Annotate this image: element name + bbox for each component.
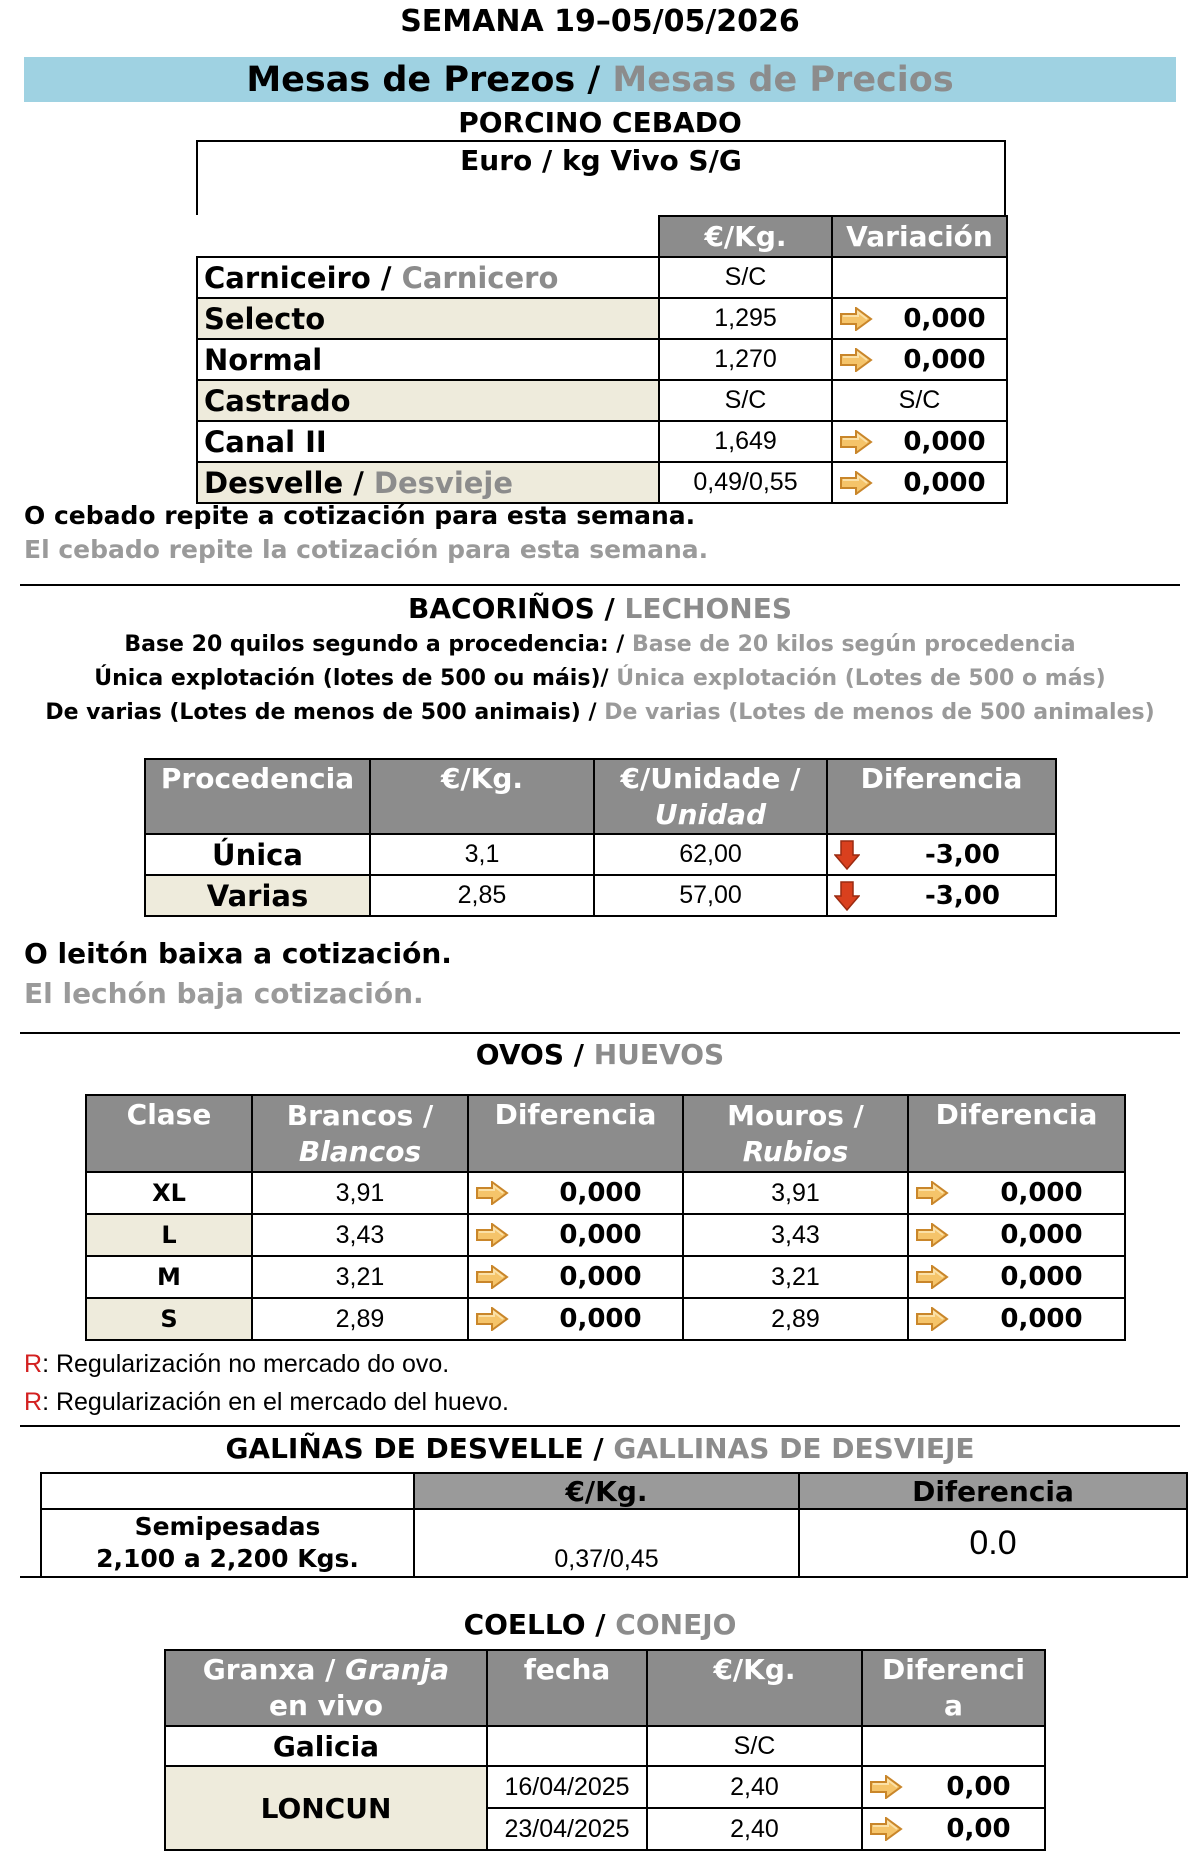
table-row bbox=[197, 339, 1007, 380]
porcino-table bbox=[196, 215, 1008, 504]
huevos-col-diff2: Diferencia bbox=[908, 1095, 1125, 1172]
conejo-col-fecha: fecha bbox=[487, 1650, 647, 1726]
row-label: Desvelle / Desvieje bbox=[197, 462, 659, 503]
var-cell: 0,000 bbox=[832, 421, 1007, 462]
diff-cell: -3,00 bbox=[827, 875, 1056, 916]
var-cell: 0,000 bbox=[832, 298, 1007, 339]
table-row bbox=[86, 1256, 1125, 1298]
blancos-cell: 3,91 bbox=[252, 1172, 468, 1214]
table-row bbox=[165, 1766, 1045, 1808]
row-label: Varias bbox=[145, 875, 370, 916]
arrow-right-icon bbox=[839, 307, 873, 331]
fecha-cell bbox=[487, 1726, 647, 1766]
clase-cell: M bbox=[86, 1256, 252, 1298]
blancos-cell: 3,43 bbox=[252, 1214, 468, 1256]
table-row bbox=[145, 834, 1056, 875]
arrow-right-icon bbox=[915, 1181, 949, 1205]
row-label: Normal bbox=[197, 339, 659, 380]
porcino-note-es: El cebado repite la cotización para esta semana. bbox=[24, 535, 709, 564]
table-row bbox=[41, 1509, 1187, 1577]
kg-cell: 2,85 bbox=[370, 875, 594, 916]
price-cell: S/C bbox=[659, 257, 832, 298]
lechones-line1: Base 20 quilos segundo a procedencia: / Base de 20 kilos según procedencia bbox=[124, 632, 1076, 657]
table-row bbox=[165, 1726, 1045, 1766]
lechones-table bbox=[144, 758, 1057, 917]
arrow-right-icon bbox=[475, 1307, 509, 1331]
huevos-col-diff1: Diferencia bbox=[468, 1095, 683, 1172]
rubios-cell: 3,91 bbox=[683, 1172, 908, 1214]
porcino-title: PORCINO CEBADO bbox=[458, 106, 742, 139]
diff-cell: 0,000 bbox=[468, 1214, 683, 1256]
fecha-cell: 23/04/2025 bbox=[487, 1808, 647, 1850]
huevos-col-blancos: Brancos / Blancos bbox=[252, 1095, 468, 1172]
row-label: Selecto bbox=[197, 298, 659, 339]
arrow-right-icon bbox=[869, 1775, 903, 1799]
huevos-col-rubios: Mouros / Rubios bbox=[683, 1095, 908, 1172]
gallinas-col-kg: €/Kg. bbox=[414, 1473, 799, 1509]
lechones-line2: Única explotación (lotes de 500 ou máis)/ Única explotación (Lotes de 500 o más) bbox=[94, 666, 1106, 691]
rubios-cell: 2,89 bbox=[683, 1298, 908, 1340]
porcino-col-price: €/Kg. bbox=[659, 216, 832, 257]
diff-cell bbox=[862, 1726, 1045, 1766]
porcino-blank-header bbox=[197, 216, 659, 257]
diff-cell: 0,000 bbox=[908, 1256, 1125, 1298]
huevos-note-es: R: Regularización en el mercado del huevo. bbox=[24, 1388, 510, 1416]
table-row bbox=[86, 1214, 1125, 1256]
huevos-note-gl: R: Regularización no mercado do ovo. bbox=[24, 1350, 450, 1378]
diff-cell: 0,000 bbox=[468, 1172, 683, 1214]
conejo-col-diff: Diferenci a bbox=[862, 1650, 1045, 1726]
unit-cell: 62,00 bbox=[594, 834, 827, 875]
table-row bbox=[197, 380, 1007, 421]
gallinas-table bbox=[40, 1472, 1188, 1578]
conejo-loncun-label: LONCUN bbox=[165, 1766, 487, 1850]
huevos-col-clase: Clase bbox=[86, 1095, 252, 1172]
arrow-right-icon bbox=[475, 1223, 509, 1247]
diff-cell: 0,000 bbox=[468, 1298, 683, 1340]
lechones-line3: De varias (Lotes de menos de 500 animais) / De varias (Lotes de menos de 500 animales) bbox=[45, 700, 1155, 725]
arrow-right-icon bbox=[915, 1223, 949, 1247]
fecha-cell: 16/04/2025 bbox=[487, 1766, 647, 1808]
row-label: Carniceiro / Carnicero bbox=[197, 257, 659, 298]
gallinas-blank-header bbox=[41, 1473, 414, 1509]
diff-cell: 0,000 bbox=[908, 1298, 1125, 1340]
porcino-col-var: Variación bbox=[832, 216, 1007, 257]
clase-cell: S bbox=[86, 1298, 252, 1340]
price-cell: 1,295 bbox=[659, 298, 832, 339]
clase-cell: L bbox=[86, 1214, 252, 1256]
table-row bbox=[197, 298, 1007, 339]
conejo-table bbox=[164, 1649, 1046, 1851]
lechones-note-es: El lechón baja cotización. bbox=[24, 977, 424, 1010]
row-label: Única bbox=[145, 834, 370, 875]
kg-cell: 2,40 bbox=[647, 1766, 862, 1808]
arrow-right-icon bbox=[869, 1817, 903, 1841]
lechones-title: BACORIÑOS / LECHONES bbox=[408, 592, 792, 625]
blancos-cell: 2,89 bbox=[252, 1298, 468, 1340]
conejo-title: COELLO / CONEJO bbox=[463, 1608, 737, 1641]
var-cell bbox=[832, 257, 1007, 298]
diff-cell: 0,00 bbox=[862, 1808, 1045, 1850]
gallinas-title: GALIÑAS DE DESVELLE / GALLINAS DE DESVIEJE bbox=[225, 1432, 975, 1465]
porcino-unit: Euro / kg Vivo S/G bbox=[460, 144, 742, 177]
lechones-col-unit: €/Unidade / Unidad bbox=[594, 759, 827, 834]
table-row bbox=[197, 257, 1007, 298]
arrow-right-icon bbox=[475, 1265, 509, 1289]
lechones-col-diff: Diferencia bbox=[827, 759, 1056, 834]
table-row bbox=[197, 421, 1007, 462]
arrow-down-icon bbox=[834, 840, 860, 870]
gallinas-row-label: Semipesadas 2,100 a 2,200 Kgs. bbox=[41, 1509, 414, 1577]
kg-cell: 3,1 bbox=[370, 834, 594, 875]
conejo-col-kg: €/Kg. bbox=[647, 1650, 862, 1726]
divider bbox=[20, 584, 1180, 586]
price-cell: 1,270 bbox=[659, 339, 832, 380]
row-label: Canal II bbox=[197, 421, 659, 462]
diff-cell: 0,00 bbox=[862, 1766, 1045, 1808]
row-label: Castrado bbox=[197, 380, 659, 421]
conejo-col-granja: Granxa / Granja en vivo bbox=[165, 1650, 487, 1726]
banner-separator: / bbox=[575, 60, 613, 100]
kg-cell: S/C bbox=[647, 1726, 862, 1766]
arrow-right-icon bbox=[475, 1181, 509, 1205]
arrow-down-icon bbox=[834, 881, 860, 911]
lechones-note-gl: O leitón baixa a cotización. bbox=[24, 937, 452, 970]
clase-cell: XL bbox=[86, 1172, 252, 1214]
price-cell: 0,49/0,55 bbox=[659, 462, 832, 503]
huevos-table bbox=[85, 1094, 1126, 1341]
kg-cell: 2,40 bbox=[647, 1808, 862, 1850]
huevos-title: OVOS / HUEVOS bbox=[475, 1038, 725, 1071]
lechones-col-kg: €/Kg. bbox=[370, 759, 594, 834]
arrow-right-icon bbox=[839, 430, 873, 454]
var-cell: 0,000 bbox=[832, 339, 1007, 380]
porcino-note-gl: O cebado repite a cotización para esta semana. bbox=[24, 501, 696, 530]
diff-cell: 0,000 bbox=[468, 1256, 683, 1298]
var-cell: S/C bbox=[832, 380, 1007, 421]
arrow-right-icon bbox=[915, 1307, 949, 1331]
blancos-cell: 3,21 bbox=[252, 1256, 468, 1298]
lechones-col-proc: Procedencia bbox=[145, 759, 370, 834]
prices-banner bbox=[24, 57, 1176, 102]
price-cell: 1,649 bbox=[659, 421, 832, 462]
gallinas-col-diff: Diferencia bbox=[799, 1473, 1187, 1509]
banner-title-es: Mesas de Precios bbox=[612, 60, 954, 100]
divider bbox=[20, 1425, 1180, 1427]
gallinas-price: 0,37/0,45 bbox=[414, 1509, 799, 1577]
week-title: SEMANA 19–05/05/2026 bbox=[400, 4, 800, 39]
table-row bbox=[86, 1172, 1125, 1214]
table-row bbox=[145, 875, 1056, 916]
rubios-cell: 3,21 bbox=[683, 1256, 908, 1298]
conejo-galicia-label: Galicia bbox=[165, 1726, 487, 1766]
banner-title-gl: Mesas de Prezos bbox=[246, 60, 576, 100]
price-cell: S/C bbox=[659, 380, 832, 421]
rubios-cell: 3,43 bbox=[683, 1214, 908, 1256]
var-cell: 0,000 bbox=[832, 462, 1007, 503]
diff-cell: 0,000 bbox=[908, 1214, 1125, 1256]
arrow-right-icon bbox=[915, 1265, 949, 1289]
divider bbox=[20, 1576, 1180, 1578]
arrow-right-icon bbox=[839, 348, 873, 372]
table-row bbox=[197, 462, 1007, 503]
diff-cell: -3,00 bbox=[827, 834, 1056, 875]
diff-cell: 0,000 bbox=[908, 1172, 1125, 1214]
unit-cell: 57,00 bbox=[594, 875, 827, 916]
divider bbox=[20, 1032, 1180, 1034]
gallinas-diff: 0.0 bbox=[799, 1509, 1187, 1577]
table-row bbox=[86, 1298, 1125, 1340]
porcino-unit-box bbox=[196, 140, 1006, 215]
arrow-right-icon bbox=[839, 471, 873, 495]
